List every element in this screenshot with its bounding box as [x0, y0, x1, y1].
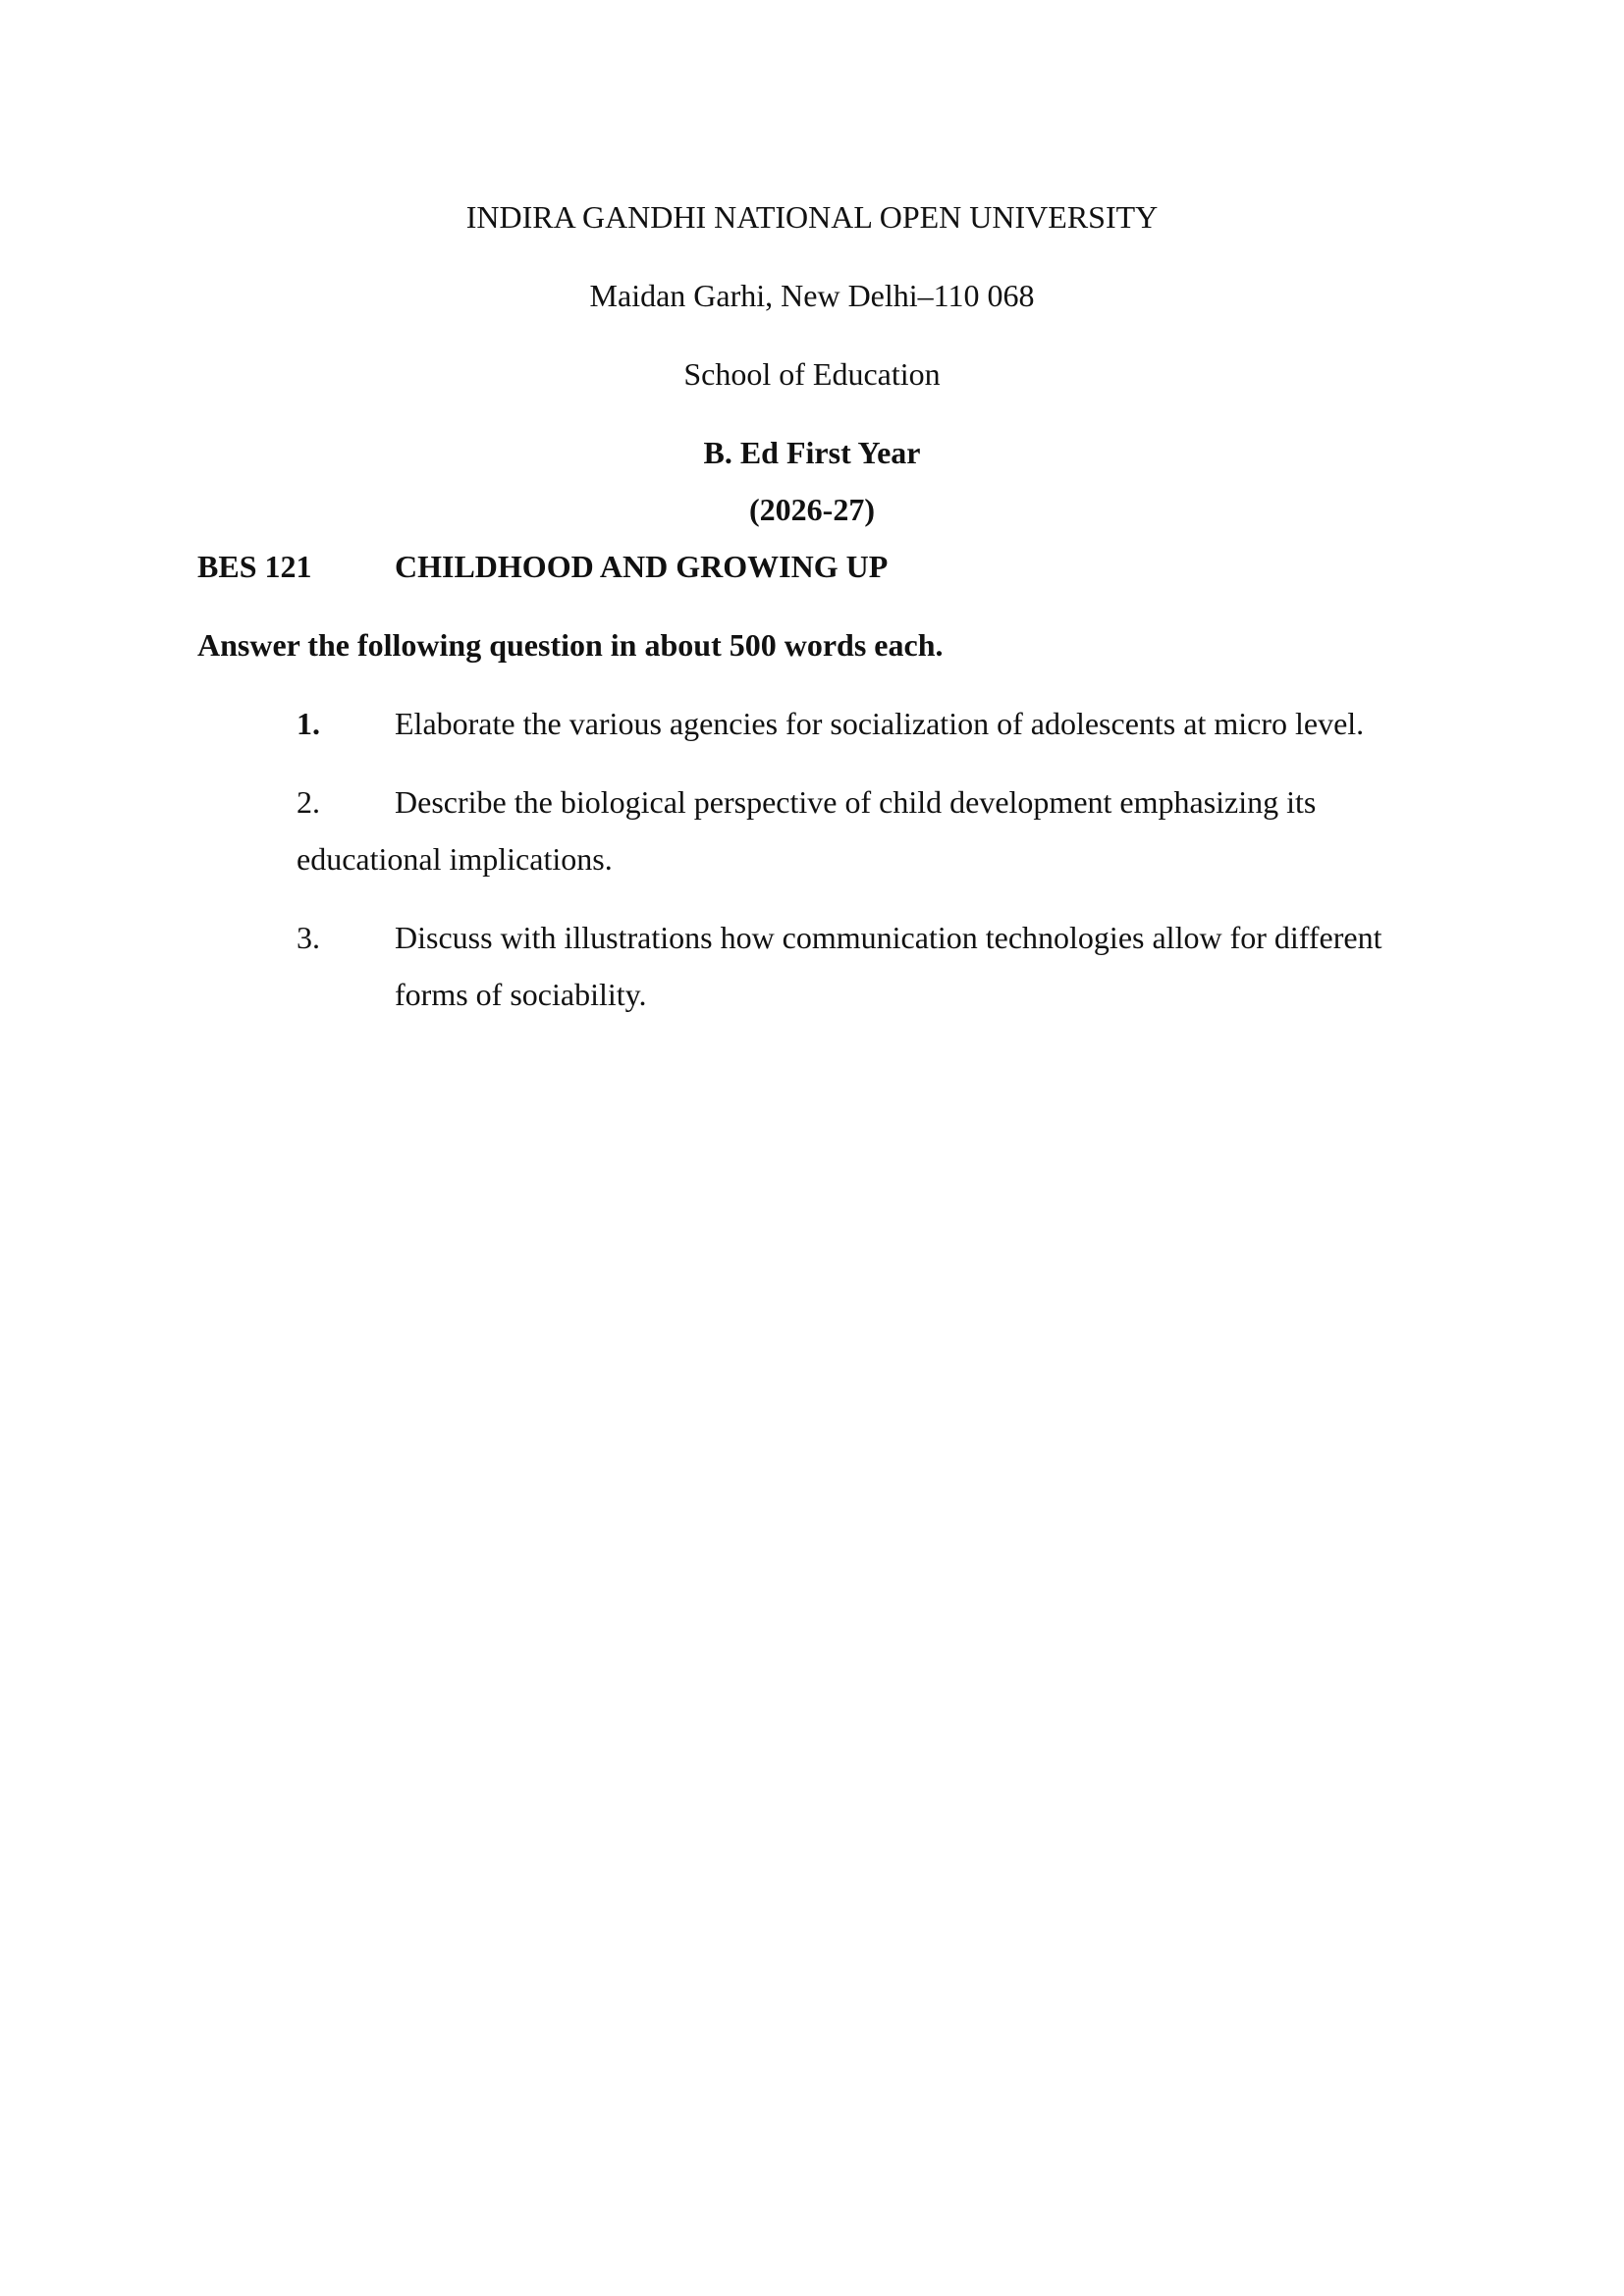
course-code: BES 121: [197, 549, 312, 584]
course-title: CHILDHOOD AND GROWING UP: [395, 549, 889, 584]
question-text: Describe the biological perspective of child development emphasizing its: [395, 784, 1317, 820]
question-text: Elaborate the various agencies for socialization of adolescents at micro level.: [395, 706, 1365, 741]
university-name: INDIRA GANDHI NATIONAL OPEN UNIVERSITY: [465, 199, 1159, 235]
question-number: 1.: [297, 706, 320, 741]
question-text-continued: forms of sociability.: [395, 977, 647, 1012]
question-number: 3.: [297, 920, 320, 955]
session-year: (2026-27): [749, 492, 875, 527]
programme-title: B. Ed First Year: [703, 435, 921, 470]
university-address: Maidan Garhi, New Delhi–110 068: [589, 278, 1035, 313]
question-text-continued: educational implications.: [297, 841, 613, 877]
school-name: School of Education: [683, 356, 941, 392]
question-text: Discuss with illustrations how communication technologies allow for different: [395, 920, 1382, 955]
question-number: 2.: [297, 784, 320, 820]
instruction-text: Answer the following question in about 500 words each.: [197, 627, 944, 663]
